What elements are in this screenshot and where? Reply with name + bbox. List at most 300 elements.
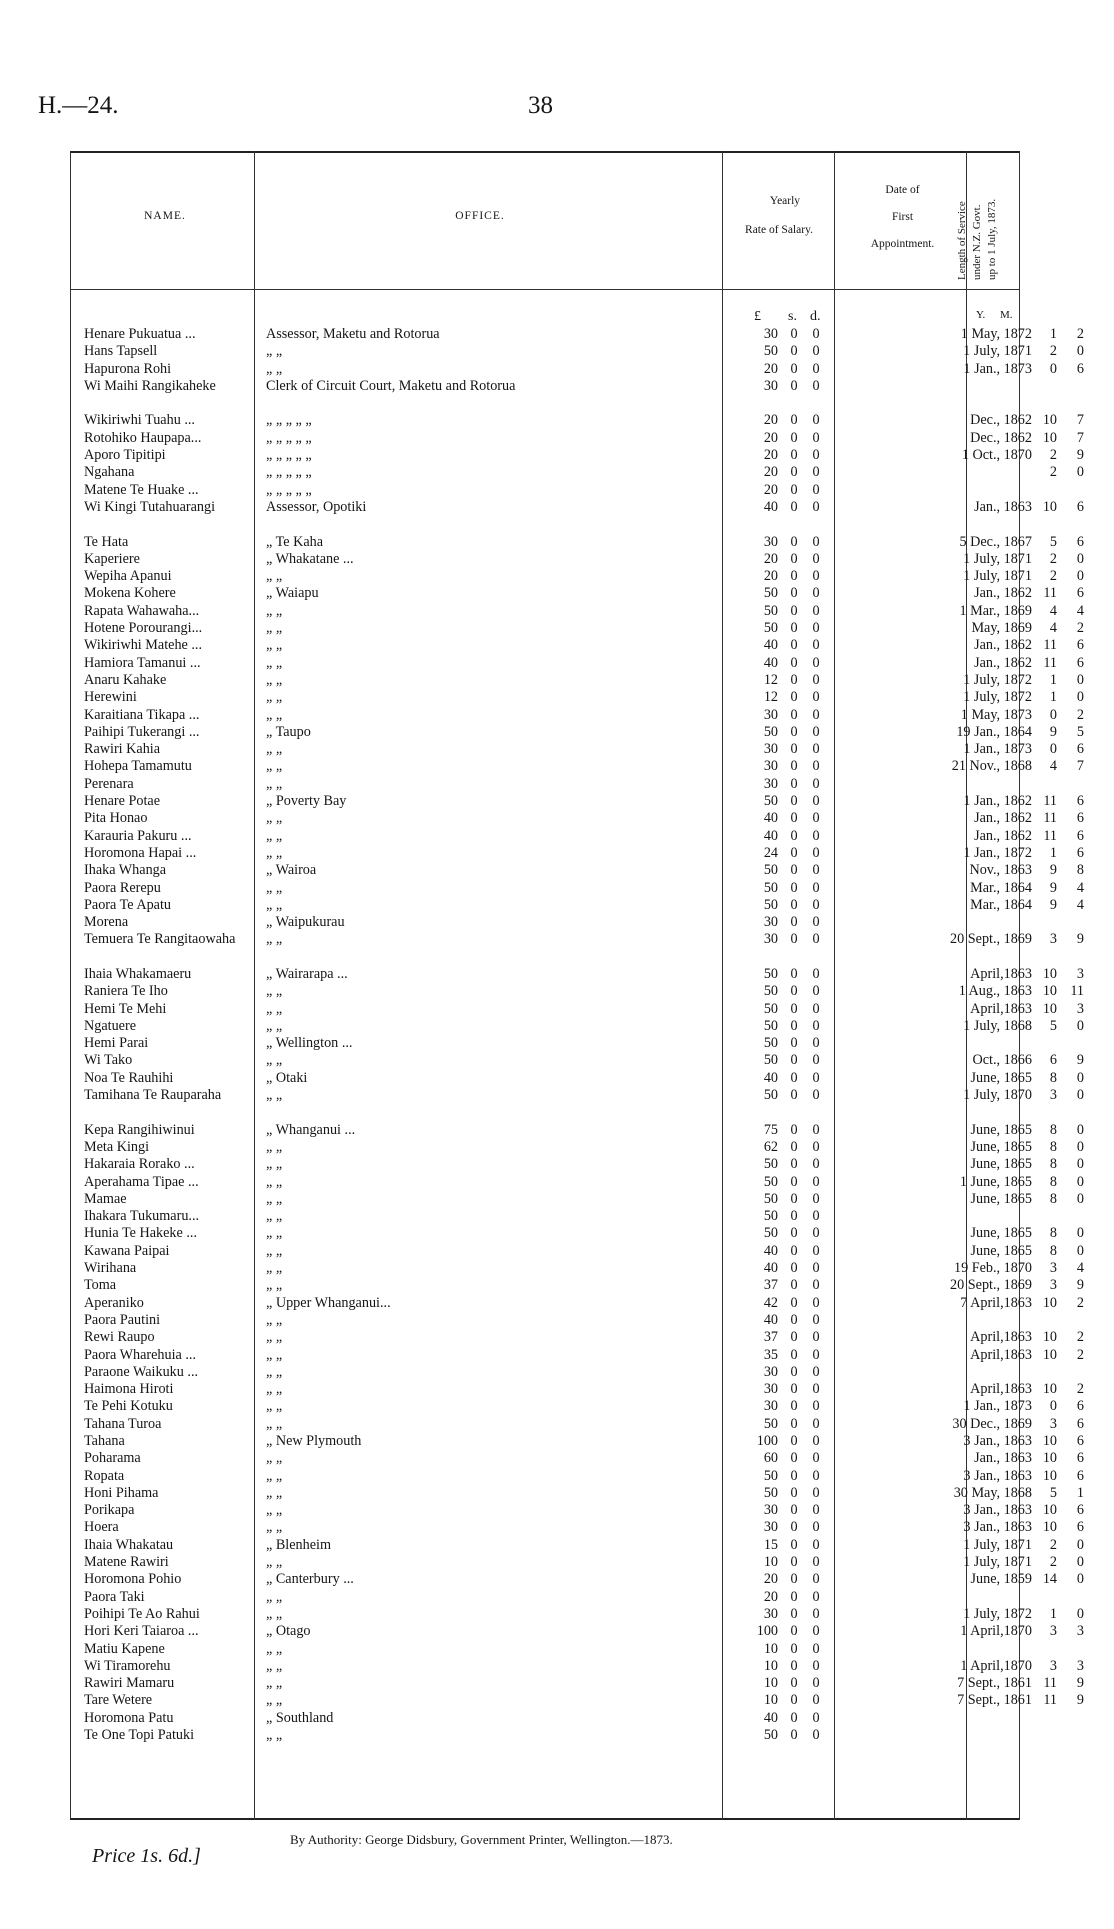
cell-s: 0 xyxy=(790,1727,798,1744)
cell-name: Rapata Wahawaha... xyxy=(84,602,200,619)
cell-office: „ „ xyxy=(266,1225,283,1242)
cell-office: „ „ xyxy=(266,1156,283,1173)
cell-name: Horomona Patu xyxy=(84,1709,174,1726)
cell-office: „ „ xyxy=(266,671,283,688)
cell-date: 1 Jan., 1873 xyxy=(963,1398,1032,1415)
cell-s: 0 xyxy=(790,1484,798,1501)
cell-office: „ „ xyxy=(266,810,283,827)
cell-l: 20 xyxy=(763,360,778,377)
cell-d: 0 xyxy=(812,671,820,688)
cell-y: 10 xyxy=(1042,429,1057,446)
cell-s: 0 xyxy=(790,360,798,377)
cell-name: Wikiriwhi Matehe ... xyxy=(84,637,203,654)
cell-l: 20 xyxy=(763,429,778,446)
cell-y: 11 xyxy=(1043,654,1057,671)
cell-office: „ „ „ „ „ xyxy=(266,447,312,464)
cell-d: 0 xyxy=(812,1225,820,1242)
cell-d: 0 xyxy=(812,862,820,879)
cell-date: Mar., 1864 xyxy=(970,879,1032,896)
cell-name: Paora Pautini xyxy=(84,1311,161,1328)
cell-m: 6 xyxy=(1076,360,1084,377)
cell-y: 5 xyxy=(1049,533,1057,550)
cell-date: Dec., 1862 xyxy=(970,412,1032,429)
cell-y: 8 xyxy=(1049,1225,1057,1242)
cell-y: 10 xyxy=(1042,983,1057,1000)
cell-y: 9 xyxy=(1049,862,1057,879)
cell-l: 50 xyxy=(763,1017,778,1034)
cell-l: 40 xyxy=(763,654,778,671)
cell-office: „ Wellington ... xyxy=(266,1035,353,1052)
cell-d: 0 xyxy=(812,1138,820,1155)
cell-date: 1 Mar., 1869 xyxy=(959,602,1032,619)
cell-d: 0 xyxy=(812,983,820,1000)
cell-s: 0 xyxy=(790,637,798,654)
cell-d: 0 xyxy=(812,1554,820,1571)
cell-d: 0 xyxy=(812,326,820,342)
cell-s: 0 xyxy=(790,1052,798,1069)
cell-name: Horomona Pohio xyxy=(84,1571,182,1588)
cell-date: 1 July, 1868 xyxy=(963,1017,1032,1034)
cell-d: 0 xyxy=(812,827,820,844)
cell-office: „ New Plymouth xyxy=(266,1433,362,1449)
cell-l: 100 xyxy=(756,1433,778,1449)
cell-name: Mokena Kohere xyxy=(84,585,176,602)
cell-name: Horomona Hapai ... xyxy=(84,844,197,861)
cell-s: 0 xyxy=(790,1190,798,1207)
cell-m: 9 xyxy=(1076,1277,1084,1294)
cell-l: 50 xyxy=(763,1156,778,1173)
cell-date: May, 1869 xyxy=(971,620,1032,637)
cell-name: Kepa Rangihiwinui xyxy=(84,1121,195,1138)
cell-d: 0 xyxy=(812,1450,820,1467)
cell-name: Perenara xyxy=(84,775,134,792)
cell-name: Henare Pukuatua ... xyxy=(84,326,196,342)
cell-s: 0 xyxy=(790,1156,798,1173)
cell-l: 50 xyxy=(763,1173,778,1190)
cell-office: „ „ xyxy=(266,602,283,619)
header-date-1: Date of xyxy=(885,184,920,196)
cell-date: June, 1865 xyxy=(970,1190,1032,1207)
cell-office: „ „ xyxy=(266,1467,283,1484)
cell-y: 10 xyxy=(1042,498,1057,515)
footer-price: Price 1s. 6d.] xyxy=(92,1845,201,1867)
cell-d: 0 xyxy=(812,568,820,585)
cell-m: 2 xyxy=(1076,1381,1084,1398)
cell-s: 0 xyxy=(790,568,798,585)
cell-office: „ Whanganui ... xyxy=(266,1121,356,1138)
cell-d: 0 xyxy=(812,1277,820,1294)
cell-s: 0 xyxy=(790,1554,798,1571)
cell-name: Tahana xyxy=(84,1433,125,1449)
cell-l: 30 xyxy=(763,533,778,550)
cell-y: 11 xyxy=(1043,1692,1057,1709)
cell-y: 10 xyxy=(1042,1450,1057,1467)
cell-name: Tare Wetere xyxy=(84,1692,153,1709)
cell-y: 3 xyxy=(1049,1087,1057,1104)
cell-m: 4 xyxy=(1076,602,1084,619)
cell-d: 0 xyxy=(812,689,820,706)
cell-name: Mamae xyxy=(84,1190,127,1207)
cell-office: „ Taupo xyxy=(266,723,311,740)
cell-name: Hans Tapsell xyxy=(84,343,158,360)
cell-l: 30 xyxy=(763,1381,778,1398)
cell-d: 0 xyxy=(812,498,820,515)
cell-m: 0 xyxy=(1076,1069,1084,1086)
cell-office: „ „ xyxy=(266,879,283,896)
cell-l: 40 xyxy=(763,827,778,844)
cell-l: 30 xyxy=(763,1519,778,1536)
cell-date: April,1863 xyxy=(970,1381,1032,1398)
cell-y: 3 xyxy=(1049,1623,1057,1640)
cell-office: „ Upper Whanganui... xyxy=(266,1294,391,1311)
cell-l: 50 xyxy=(763,896,778,913)
cell-l: 50 xyxy=(763,1052,778,1069)
cell-d: 0 xyxy=(812,533,820,550)
cell-office: „ „ xyxy=(266,1727,283,1744)
cell-s: 0 xyxy=(790,1173,798,1190)
cell-s: 0 xyxy=(790,1415,798,1432)
cell-l: 20 xyxy=(763,1588,778,1605)
cell-d: 0 xyxy=(812,447,820,464)
cell-d: 0 xyxy=(812,620,820,637)
cell-d: 0 xyxy=(812,1035,820,1052)
cell-d: 0 xyxy=(812,1329,820,1346)
cell-l: 30 xyxy=(763,741,778,758)
cell-name: Kaperiere xyxy=(84,550,140,567)
cell-office: „ „ xyxy=(266,654,283,671)
cell-m: 6 xyxy=(1076,741,1084,758)
cell-s: 0 xyxy=(790,1709,798,1726)
cell-y: 5 xyxy=(1049,1017,1057,1034)
cell-m: 0 xyxy=(1076,1173,1084,1190)
cell-l: 50 xyxy=(763,723,778,740)
header-name: NAME. xyxy=(144,210,186,222)
cell-office: „ „ xyxy=(266,1675,283,1692)
cell-d: 0 xyxy=(812,1381,820,1398)
footer-authority: By Authority: George Didsbury, Government Printer, Wellington.—1873. xyxy=(290,1832,673,1847)
cell-l: 50 xyxy=(763,1225,778,1242)
cell-date: 1 April,1870 xyxy=(960,1657,1032,1674)
cell-d: 0 xyxy=(812,1000,820,1017)
cell-y: 3 xyxy=(1049,1260,1057,1277)
cell-m: 0 xyxy=(1076,1121,1084,1138)
cell-l: 50 xyxy=(763,793,778,810)
cell-date: 1 July, 1872 xyxy=(963,671,1032,688)
cell-l: 20 xyxy=(763,568,778,585)
cell-office: „ „ xyxy=(266,1484,283,1501)
cell-office: „ Canterbury ... xyxy=(266,1571,354,1588)
cell-s: 0 xyxy=(790,1035,798,1052)
cell-name: Karaitiana Tikapa ... xyxy=(84,706,200,723)
cell-name: Rewi Raupo xyxy=(84,1329,155,1346)
cell-name: Tamihana Te Rauparaha xyxy=(84,1087,222,1104)
cell-office: „ Wairarapa ... xyxy=(266,965,348,982)
cell-name: Paora Wharehuia ... xyxy=(84,1346,197,1363)
cell-m: 2 xyxy=(1076,706,1084,723)
cell-d: 0 xyxy=(812,1657,820,1674)
cell-l: 20 xyxy=(763,481,778,498)
cell-date: June, 1865 xyxy=(970,1069,1032,1086)
page-number: 38 xyxy=(528,92,553,119)
cell-name: Rotohiko Haupapa... xyxy=(84,429,202,446)
cell-s: 0 xyxy=(790,1450,798,1467)
cell-l: 50 xyxy=(763,1190,778,1207)
cell-d: 0 xyxy=(812,1346,820,1363)
cell-office: „ Whakatane ... xyxy=(266,550,354,567)
unit-months: M. xyxy=(1000,309,1013,321)
cell-d: 0 xyxy=(812,931,820,948)
cell-l: 50 xyxy=(763,965,778,982)
cell-m: 6 xyxy=(1076,793,1084,810)
cell-y: 10 xyxy=(1042,1294,1057,1311)
cell-s: 0 xyxy=(790,1311,798,1328)
cell-name: Hohepa Tamamutu xyxy=(84,758,192,775)
cell-d: 0 xyxy=(812,1536,820,1553)
cell-s: 0 xyxy=(790,1519,798,1536)
cell-d: 0 xyxy=(812,1709,820,1726)
cell-office: „ Blenheim xyxy=(266,1536,332,1553)
cell-date: 7 April,1863 xyxy=(960,1294,1032,1311)
cell-s: 0 xyxy=(790,1294,798,1311)
cell-s: 0 xyxy=(790,1588,798,1605)
cell-s: 0 xyxy=(790,481,798,498)
cell-y: 1 xyxy=(1049,689,1057,706)
cell-date: 1 April,1870 xyxy=(960,1623,1032,1640)
cell-name: Aperahama Tipae ... xyxy=(84,1173,199,1190)
cell-s: 0 xyxy=(790,1346,798,1363)
cell-l: 50 xyxy=(763,862,778,879)
cell-name: Ihaka Whanga xyxy=(84,862,167,879)
cell-office: „ „ xyxy=(266,1017,283,1034)
cell-y: 2 xyxy=(1049,464,1057,481)
cell-d: 0 xyxy=(812,1173,820,1190)
cell-d: 0 xyxy=(812,1675,820,1692)
cell-name: Porikapa xyxy=(84,1502,135,1519)
cell-office: „ „ xyxy=(266,1190,283,1207)
cell-y: 10 xyxy=(1042,1519,1057,1536)
cell-l: 50 xyxy=(763,1484,778,1501)
cell-l: 40 xyxy=(763,1069,778,1086)
cell-d: 0 xyxy=(812,550,820,567)
cell-s: 0 xyxy=(790,1502,798,1519)
cell-date: June, 1859 xyxy=(970,1571,1032,1588)
cell-s: 0 xyxy=(790,862,798,879)
cell-date: 30 Dec., 1869 xyxy=(952,1415,1032,1432)
cell-s: 0 xyxy=(790,447,798,464)
header-salary-2: Rate of Salary. xyxy=(745,224,813,236)
cell-date: June, 1865 xyxy=(970,1225,1032,1242)
cell-name: Ihakara Tukumaru... xyxy=(84,1208,200,1225)
cell-d: 0 xyxy=(812,844,820,861)
cell-office: „ Poverty Bay xyxy=(266,793,347,810)
cell-d: 0 xyxy=(812,1433,820,1449)
cell-name: Wirihana xyxy=(84,1260,137,1277)
cell-date: 1 June, 1865 xyxy=(959,1173,1032,1190)
cell-y: 1 xyxy=(1049,671,1057,688)
col-divider-office xyxy=(722,151,723,1820)
cell-name: Matene Rawiri xyxy=(84,1554,169,1571)
cell-d: 0 xyxy=(812,1121,820,1138)
cell-l: 40 xyxy=(763,1242,778,1259)
cell-s: 0 xyxy=(790,1260,798,1277)
cell-name: Haimona Hiroti xyxy=(84,1381,174,1398)
cell-y: 10 xyxy=(1042,1502,1057,1519)
cell-office: „ „ xyxy=(266,620,283,637)
cell-office: „ „ xyxy=(266,1450,283,1467)
cell-y: 6 xyxy=(1049,1052,1057,1069)
cell-y: 8 xyxy=(1049,1138,1057,1155)
cell-office: „ Otaki xyxy=(266,1069,308,1086)
cell-d: 0 xyxy=(812,654,820,671)
cell-l: 40 xyxy=(763,637,778,654)
cell-s: 0 xyxy=(790,1433,798,1449)
cell-date: April,1863 xyxy=(970,965,1032,982)
cell-s: 0 xyxy=(790,412,798,429)
cell-d: 0 xyxy=(812,1208,820,1225)
cell-y: 0 xyxy=(1049,741,1057,758)
cell-date: 1 Jan., 1873 xyxy=(963,360,1032,377)
cell-m: 6 xyxy=(1076,1398,1084,1415)
col-divider-salary xyxy=(834,151,835,1820)
cell-name: Aperaniko xyxy=(84,1294,144,1311)
cell-date: Nov., 1863 xyxy=(969,862,1032,879)
header-service-2: under N.Z. Govt. xyxy=(971,204,983,280)
cell-s: 0 xyxy=(790,931,798,948)
cell-l: 50 xyxy=(763,1467,778,1484)
cell-s: 0 xyxy=(790,914,798,931)
header-office: OFFICE. xyxy=(455,210,505,222)
cell-d: 0 xyxy=(812,1294,820,1311)
cell-l: 30 xyxy=(763,758,778,775)
cell-office: „ „ xyxy=(266,1311,283,1328)
cell-name: Hunia Te Hakeke ... xyxy=(84,1225,197,1242)
cell-d: 0 xyxy=(812,1484,820,1501)
cell-s: 0 xyxy=(790,1467,798,1484)
header-date-3: Appointment. xyxy=(870,238,935,250)
cell-l: 50 xyxy=(763,1208,778,1225)
cell-m: 9 xyxy=(1076,1052,1084,1069)
cell-office: „ Te Kaha xyxy=(266,533,324,550)
cell-date: 1 May, 1873 xyxy=(960,706,1032,723)
cell-m: 6 xyxy=(1076,810,1084,827)
cell-y: 8 xyxy=(1049,1121,1057,1138)
cell-l: 50 xyxy=(763,879,778,896)
cell-s: 0 xyxy=(790,1277,798,1294)
cell-d: 0 xyxy=(812,1467,820,1484)
cell-y: 4 xyxy=(1049,758,1057,775)
cell-y: 11 xyxy=(1043,637,1057,654)
cell-date: April,1863 xyxy=(970,1000,1032,1017)
cell-l: 35 xyxy=(763,1346,778,1363)
cell-y: 14 xyxy=(1042,1571,1057,1588)
cell-m: 6 xyxy=(1076,1450,1084,1467)
cell-date: 1 Jan., 1872 xyxy=(963,844,1032,861)
cell-name: Ihaia Whakatau xyxy=(84,1536,174,1553)
cell-name: Aporo Tipitipi xyxy=(84,447,166,464)
cell-office: „ „ xyxy=(266,1138,283,1155)
cell-office: „ „ xyxy=(266,1381,283,1398)
cell-m: 2 xyxy=(1076,326,1084,342)
cell-d: 0 xyxy=(812,429,820,446)
cell-name: Ihaia Whakamaeru xyxy=(84,965,192,982)
cell-d: 0 xyxy=(812,1605,820,1622)
cell-s: 0 xyxy=(790,498,798,515)
cell-m: 5 xyxy=(1076,723,1084,740)
cell-y: 10 xyxy=(1042,412,1057,429)
cell-m: 0 xyxy=(1076,1156,1084,1173)
cell-l: 50 xyxy=(763,983,778,1000)
cell-d: 0 xyxy=(812,914,820,931)
cell-office: „ „ xyxy=(266,1398,283,1415)
cell-date: 5 Dec., 1867 xyxy=(959,533,1032,550)
cell-l: 30 xyxy=(763,931,778,948)
cell-d: 0 xyxy=(812,637,820,654)
cell-date: Jan., 1862 xyxy=(974,585,1032,602)
cell-date: 3 Jan., 1863 xyxy=(963,1519,1032,1536)
cell-d: 0 xyxy=(812,1363,820,1380)
cell-y: 8 xyxy=(1049,1190,1057,1207)
cell-l: 37 xyxy=(763,1329,778,1346)
cell-m: 6 xyxy=(1076,1433,1084,1449)
cell-s: 0 xyxy=(790,343,798,360)
cell-y: 2 xyxy=(1049,343,1057,360)
cell-s: 0 xyxy=(790,1242,798,1259)
cell-office: „ „ xyxy=(266,1588,283,1605)
cell-m: 0 xyxy=(1076,689,1084,706)
cell-date: 7 Sept., 1861 xyxy=(957,1692,1032,1709)
cell-m: 0 xyxy=(1076,1138,1084,1155)
cell-date: April,1863 xyxy=(970,1329,1032,1346)
cell-m: 6 xyxy=(1076,1519,1084,1536)
cell-s: 0 xyxy=(790,983,798,1000)
cell-m: 0 xyxy=(1076,1017,1084,1034)
cell-date: 19 Jan., 1864 xyxy=(956,723,1032,740)
cell-s: 0 xyxy=(790,620,798,637)
cell-date: June, 1865 xyxy=(970,1138,1032,1155)
cell-date: 1 Aug., 1863 xyxy=(958,983,1032,1000)
cell-s: 0 xyxy=(790,533,798,550)
cell-name: Wi Tako xyxy=(84,1052,133,1069)
cell-office: „ „ xyxy=(266,568,283,585)
page-header-left: H.—24. xyxy=(38,92,119,119)
cell-office: „ Otago xyxy=(266,1623,311,1640)
cell-y: 8 xyxy=(1049,1173,1057,1190)
cell-y: 3 xyxy=(1049,1415,1057,1432)
cell-office: „ „ „ „ „ xyxy=(266,464,312,481)
cell-y: 8 xyxy=(1049,1069,1057,1086)
cell-l: 40 xyxy=(763,1260,778,1277)
cell-l: 50 xyxy=(763,1000,778,1017)
cell-y: 1 xyxy=(1049,326,1057,342)
cell-m: 11 xyxy=(1070,983,1084,1000)
cell-name: Paora Taki xyxy=(84,1588,145,1605)
cell-d: 0 xyxy=(812,1623,820,1640)
cell-date: 1 July, 1872 xyxy=(963,1605,1032,1622)
cell-d: 0 xyxy=(812,464,820,481)
cell-name: Wi Maihi Rangikaheke xyxy=(84,377,216,394)
cell-date: June, 1865 xyxy=(970,1156,1032,1173)
cell-m: 8 xyxy=(1076,862,1084,879)
cell-y: 2 xyxy=(1049,1536,1057,1553)
cell-name: Wi Tiramorehu xyxy=(84,1657,171,1674)
cell-office: „ „ xyxy=(266,1208,283,1225)
cell-d: 0 xyxy=(812,1519,820,1536)
cell-office: Clerk of Circuit Court, Maketu and Rotorua xyxy=(266,377,516,394)
cell-date: 1 Jan., 1862 xyxy=(963,793,1032,810)
cell-name: Te Hata xyxy=(84,533,129,550)
cell-office: „ „ xyxy=(266,1692,283,1709)
cell-y: 10 xyxy=(1042,1467,1057,1484)
